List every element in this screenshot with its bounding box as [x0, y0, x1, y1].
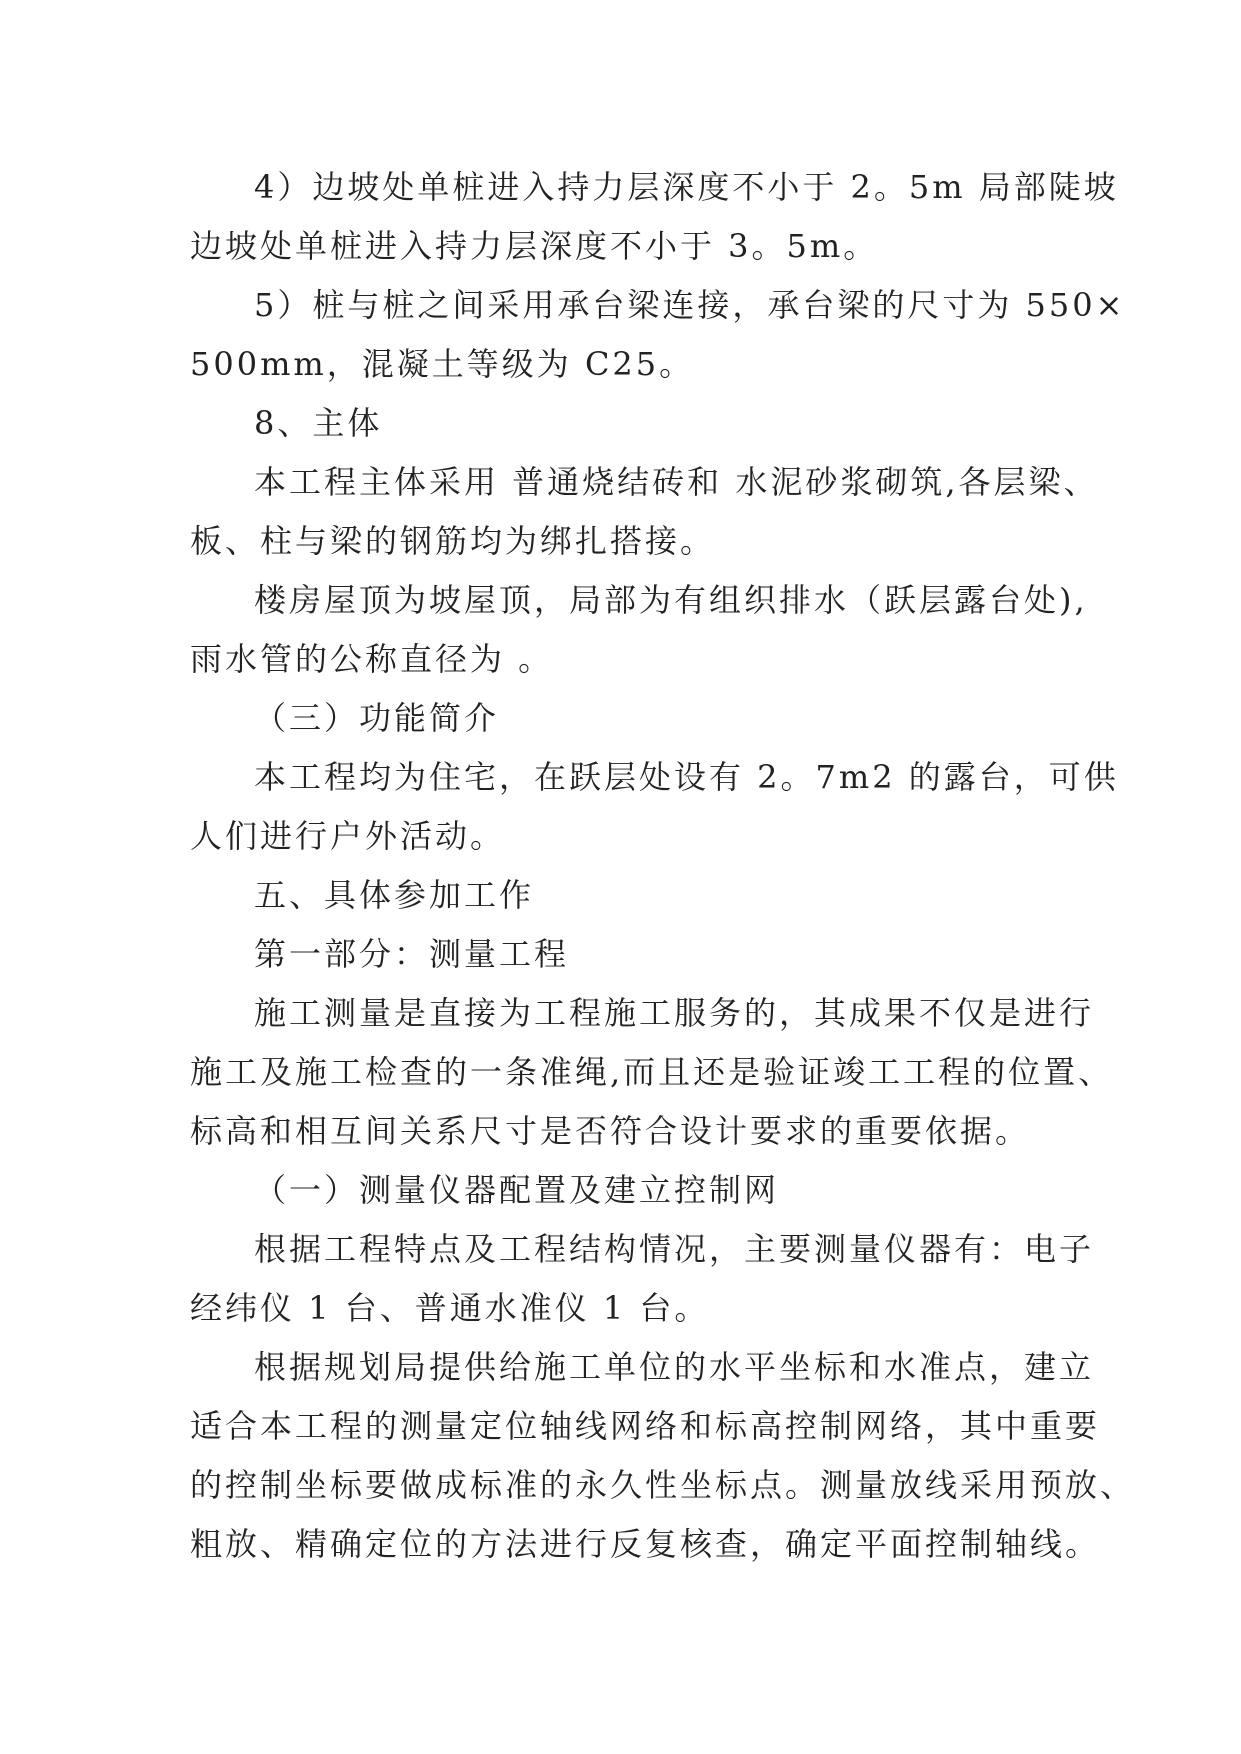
paragraph-first-line: （一）测量仪器配置及建立控制网 — [254, 1171, 780, 1209]
paragraph-line: 适合本工程的测量定位轴线网络和标高控制网络，其中重要 — [190, 1407, 1101, 1445]
paragraph-first-line: 五、具体参加工作 — [254, 876, 535, 914]
paragraph-line: 施工及施工检查的一条准绳,而且还是验证竣工工程的位置、 — [190, 1053, 1114, 1091]
document-body — [190, 158, 1136, 1574]
paragraph-first-line: 本工程主体采用 普通烧结砖和 水泥砂浆砌筑,各层梁、 — [254, 463, 1099, 501]
paragraph-first-line: （三）功能简介 — [254, 699, 500, 737]
paragraph-line: 边坡处单桩进入持力层深度不小于 3。5m。 — [190, 227, 879, 265]
paragraph-first-line: 本工程均为住宅，在跃层处设有 2。7m2 的露台，可供 — [254, 758, 1119, 796]
paragraph-first-line: 楼房屋顶为坡屋顶，局部为有组织排水（跃层露台处), — [254, 581, 1088, 619]
paragraph-first-line: 4）边坡处单桩进入持力层深度不小于 2。5m 局部陡坡 — [254, 168, 1119, 206]
paragraph-first-line: 第一部分：测量工程 — [254, 935, 570, 973]
paragraph-line: 标高和相互间关系尺寸是否符合设计要求的重要依据。 — [190, 1112, 1031, 1150]
paragraph-line: 板、柱与梁的钢筋均为绑扎搭接。 — [190, 522, 716, 560]
paragraph-line: 500mm，混凝土等级为 C25。 — [190, 345, 695, 383]
paragraph-line: 的控制坐标要做成标准的永久性坐标点。测量放线采用预放、 — [190, 1466, 1136, 1504]
paragraph-first-line: 5）桩与桩之间采用承台梁连接，承台梁的尺寸为 550× — [254, 286, 1126, 324]
paragraph-line: 经纬仪 1 台、普通水准仪 1 台。 — [190, 1289, 710, 1327]
paragraph-first-line: 8、主体 — [254, 404, 383, 442]
paragraph-line: 雨水管的公称直径为 。 — [190, 640, 554, 678]
paragraph-first-line: 施工测量是直接为工程施工服务的，其成果不仅是进行 — [254, 994, 1095, 1032]
paragraph-line: 粗放、精确定位的方法进行反复核查，确定平面控制轴线。 — [190, 1525, 1101, 1563]
paragraph-first-line: 根据工程特点及工程结构情况，主要测量仪器有：电子 — [254, 1230, 1095, 1268]
paragraph-line: 人们进行户外活动。 — [190, 817, 506, 855]
paragraph-first-line: 根据规划局提供给施工单位的水平坐标和水准点，建立 — [254, 1348, 1095, 1386]
